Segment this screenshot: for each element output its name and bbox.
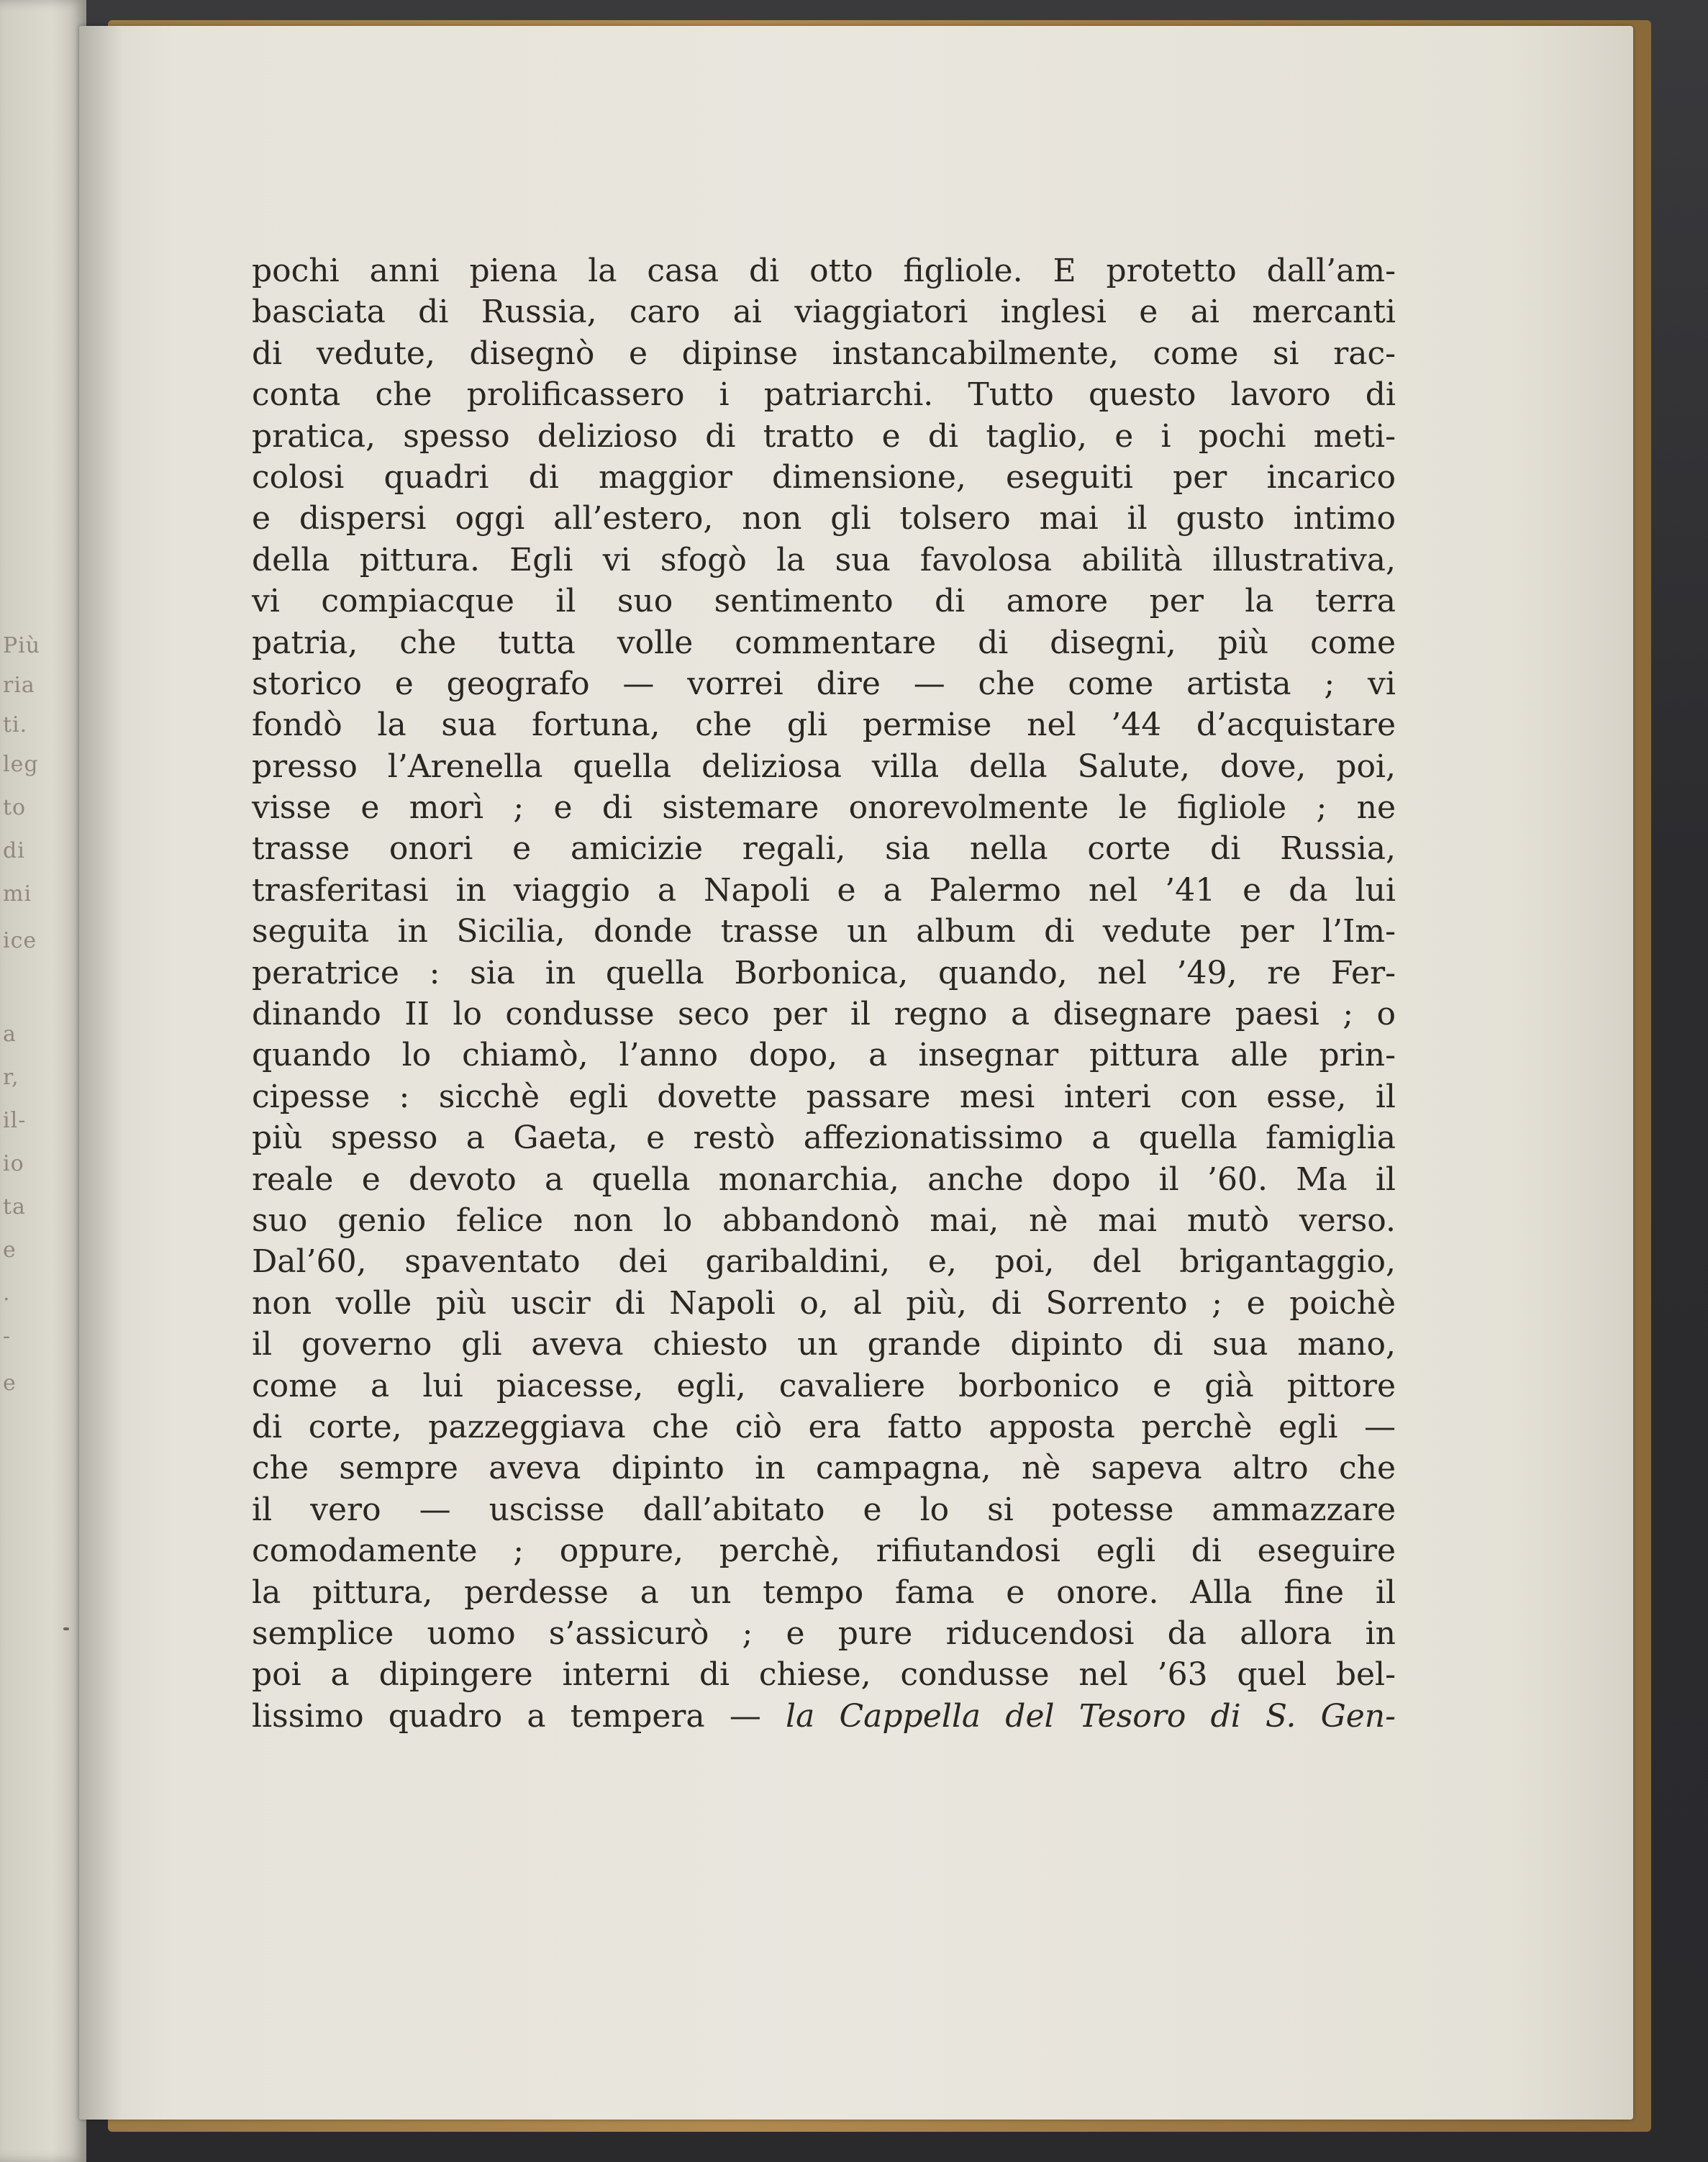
text-line-last xyxy=(252,1696,1396,1737)
text-line: come a lui piacesse, egli, cavaliere borbonico e già pittore xyxy=(252,1367,1396,1404)
text-line: colosi quadri di maggior dimensione, eseguiti per incarico xyxy=(252,458,1396,496)
text-line: vi compiacque il suo sentimento di amore per la terra xyxy=(252,583,1396,620)
gutter-shadow xyxy=(79,26,122,2120)
text-line: quando lo chiamò, l’anno dopo, a insegnar pittura alle prin- xyxy=(252,1037,1396,1074)
text-line: pratica, spesso delizioso di tratto e di taglio, e i pochi meti- xyxy=(252,417,1396,455)
text-italic-title: la Cappella del Tesoro di S. Gen- xyxy=(786,1697,1396,1735)
text-line: e dispersi oggi all’estero, non gli tolsero mai il gusto intimo xyxy=(252,500,1396,537)
text-line: di vedute, disegnò e dipinse instancabilmente, come si rac- xyxy=(252,335,1396,372)
text-line: che sempre aveva dipinto in campagna, nè sapeva altro che xyxy=(252,1450,1396,1487)
bleed-fragment: leg xyxy=(3,752,39,777)
bleed-fragment: e xyxy=(3,1371,17,1396)
text-line: suo genio felice non lo abbandonò mai, nè mai mutò verso. xyxy=(252,1202,1396,1239)
bleed-fragment: a xyxy=(3,1022,17,1047)
body-text xyxy=(252,250,1396,1737)
text-line: Dal’60, spaventato dei garibaldini, e, poi, del brigantaggio, xyxy=(252,1243,1396,1281)
bleed-fragment: mi xyxy=(3,881,32,907)
bleed-fragment: Più xyxy=(3,633,41,658)
text-line: il vero — uscisse dall’abitato e lo si potesse ammazzare xyxy=(252,1491,1396,1528)
bleed-fragment: ria xyxy=(3,673,35,698)
text-roman: lissimo quadro a tempera — xyxy=(252,1697,786,1735)
text-line: poi a dipingere interni di chiese, condusse nel ’63 quel bel- xyxy=(252,1656,1396,1694)
text-line: la pittura, perdesse a un tempo fama e onore. Alla fine il xyxy=(252,1573,1396,1611)
bleed-fragment: ta xyxy=(3,1194,26,1219)
text-line: trasferitasi in viaggio a Napoli e a Palermo nel ’41 e da lui xyxy=(252,871,1396,909)
left-page-sliver xyxy=(0,0,86,2162)
text-line: della pittura. Egli vi sfogò la sua favolosa abilità illustrativa, xyxy=(252,541,1396,578)
text-line: fondò la sua fortuna, che gli permise nel ’44 d’acquistare xyxy=(252,707,1396,744)
text-line: storico e geografo — vorrei dire — che come artista ; vi xyxy=(252,665,1396,702)
text-line: comodamente ; oppure, perchè, rifiutandosi egli di eseguire xyxy=(252,1532,1396,1570)
text-line: di corte, pazzeggiava che ciò era fatto apposta perchè egli — xyxy=(252,1408,1396,1445)
paper-speck xyxy=(63,1627,69,1630)
bleed-fragment: io xyxy=(3,1151,24,1176)
bleed-fragment: ti. xyxy=(3,712,28,737)
bleed-fragment: r, xyxy=(3,1065,19,1090)
text-line: peratrice : sia in quella Borbonica, quando, nel ’49, re Fer- xyxy=(252,954,1396,991)
bleed-fragment: to xyxy=(3,795,27,820)
text-line: più spesso a Gaeta, e restò affezionatissimo a quella famiglia xyxy=(252,1119,1396,1157)
text-line: semplice uomo s’assicurò ; e pure riducendosi da allora in xyxy=(252,1614,1396,1652)
text-line: trasse onori e amicizie regali, sia nella corte di Russia, xyxy=(252,830,1396,868)
bleed-fragment: . xyxy=(3,1281,11,1306)
text-line: patria, che tutta volle commentare di disegni, più come xyxy=(252,624,1396,661)
text-line: seguita in Sicilia, donde trasse un album di vedute per l’Im- xyxy=(252,913,1396,950)
text-line: pochi anni piena la casa di otto figliole. E protetto dall’am- xyxy=(252,253,1396,289)
bleed-fragment: ice xyxy=(3,928,37,953)
text-line: dinando II lo condusse seco per il regno a disegnare paesi ; o xyxy=(252,996,1396,1033)
text-line: cipesse : sicchè egli dovette passare mesi interi con esse, il xyxy=(252,1078,1396,1115)
text-line: presso l’Arenella quella deliziosa villa della Salute, dove, poi, xyxy=(252,748,1396,785)
bleed-fragment: di xyxy=(3,838,25,863)
text-line: basciata di Russia, caro ai viaggiatori inglesi e ai mercanti xyxy=(252,294,1396,331)
text-line: reale e devoto a quella monarchia, anche dopo il ’60. Ma il xyxy=(252,1161,1396,1198)
bleed-fragment: il- xyxy=(3,1108,27,1133)
bleed-fragment: e xyxy=(3,1237,17,1263)
text-line: visse e morì ; e di sistemare onorevolmente le figliole ; ne xyxy=(252,789,1396,827)
text-line: conta che prolificassero i patriarchi. Tutto questo lavoro di xyxy=(252,376,1396,414)
text-line: non volle più uscir di Napoli o, al più, di Sorrento ; e poichè xyxy=(252,1284,1396,1322)
text-line: il governo gli aveva chiesto un grande dipinto di sua mano, xyxy=(252,1326,1396,1363)
bleed-fragment: - xyxy=(3,1324,12,1349)
